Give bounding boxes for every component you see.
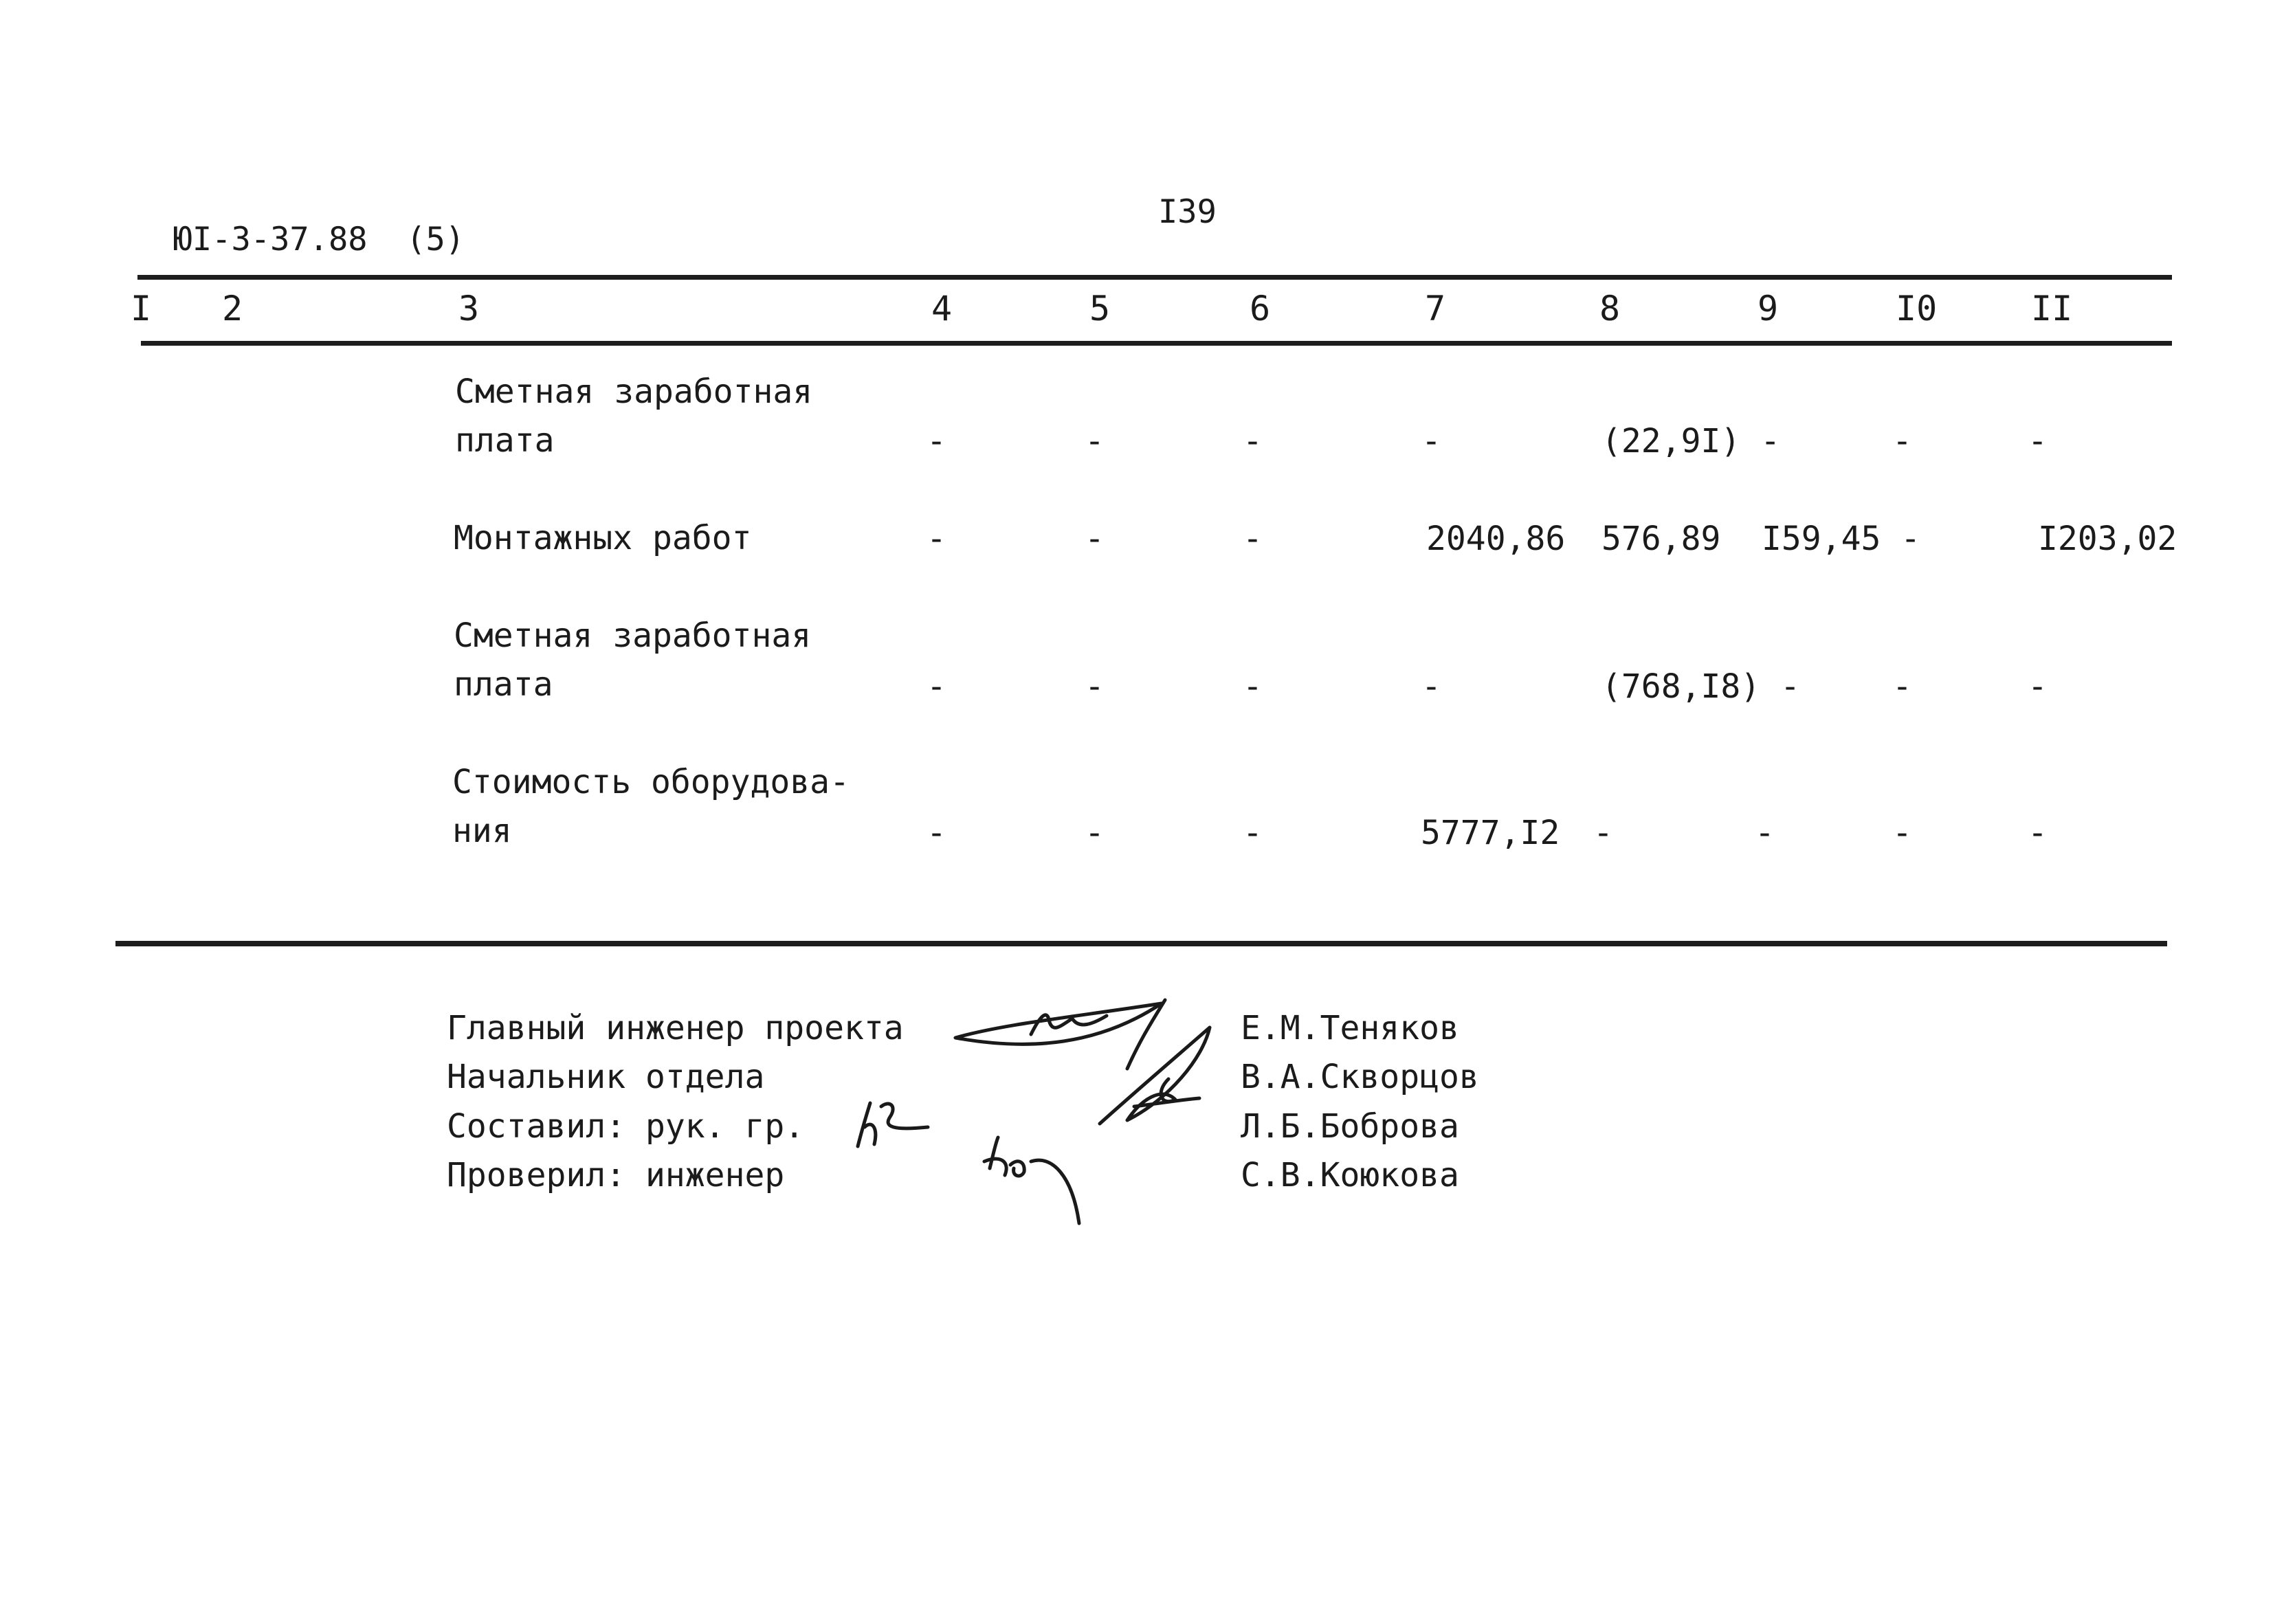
col-header-1: I: [131, 289, 152, 329]
doc-code-part: (5): [406, 221, 465, 258]
row-4-col-10: -: [1892, 814, 1912, 852]
page-number: I39: [1158, 193, 1217, 231]
row-3-col-4: -: [927, 667, 946, 706]
row-4-col-9: -: [1755, 814, 1775, 852]
signature-compiler: [858, 1103, 928, 1146]
row-4-col-8: -: [1593, 814, 1613, 852]
row-2-label: Монтажных работ: [454, 519, 752, 557]
row-3-col-6: -: [1243, 667, 1263, 706]
header-bottom-rule: [141, 341, 2172, 346]
col-header-5: 5: [1089, 289, 1111, 329]
row-1-col-11: -: [2028, 422, 2048, 460]
row-3-label: Сметная заработная плата: [454, 616, 812, 704]
signer-4-title: Проверил: инженер: [447, 1156, 785, 1194]
row-3-col-8-9: (768,I8) -: [1601, 667, 1800, 706]
table-bottom-rule: [115, 941, 2167, 946]
row-2-col-11: I203,02: [2038, 520, 2177, 558]
signer-2-name: В.А.Скворцов: [1241, 1058, 1479, 1096]
row-4-col-6: -: [1243, 814, 1263, 852]
col-header-10: I0: [1896, 289, 1938, 329]
row-4-col-11: -: [2028, 814, 2048, 852]
col-header-11: II: [2031, 289, 2073, 329]
row-1-col-8-9: (22,9I) -: [1601, 422, 1781, 460]
signature-department-head: [1100, 1027, 1210, 1124]
row-1-col-7: -: [1421, 422, 1441, 460]
row-4-label: Стоимость оборудова- ния: [452, 763, 850, 850]
row-1-col-6: -: [1243, 422, 1263, 460]
row-2-col-7: 2040,86: [1426, 520, 1566, 558]
col-header-7: 7: [1425, 289, 1446, 329]
row-1-col-5: -: [1085, 422, 1105, 460]
signer-3-title: Составил: рук. гр.: [447, 1107, 805, 1146]
signer-1-title: Главный инженер проекта: [447, 1009, 904, 1047]
row-2-col-6: -: [1243, 520, 1263, 558]
signer-1-name: Е.М.Теняков: [1241, 1009, 1459, 1047]
row-4-col-4: -: [927, 814, 946, 852]
col-header-6: 6: [1250, 289, 1271, 329]
signer-2-title: Начальник отдела: [447, 1058, 765, 1096]
doc-code-number: ЮI-3-37.88: [173, 221, 368, 258]
col-header-4: 4: [931, 289, 953, 329]
row-1-col-4: -: [927, 422, 946, 460]
col-header-9: 9: [1758, 289, 1779, 329]
col-header-2: 2: [222, 289, 243, 329]
row-2-col-5: -: [1085, 520, 1105, 558]
row-3-col-11: -: [2028, 667, 2048, 706]
signature-chief-engineer: [955, 1000, 1165, 1069]
row-3-col-10: -: [1892, 667, 1912, 706]
row-4-col-7: 5777,I2: [1421, 814, 1560, 852]
row-2-col-9-10: I59,45 -: [1762, 520, 1921, 558]
row-1-label: Сметная заработная плата: [455, 372, 813, 460]
row-2-col-8: 576,89: [1601, 520, 1721, 558]
signer-4-name: С.В.Коюкова: [1241, 1156, 1459, 1194]
row-4-col-5: -: [1085, 814, 1105, 852]
row-3-col-7: -: [1421, 667, 1441, 706]
document-code: [134, 191, 465, 256]
signer-3-name: Л.Б.Боброва: [1241, 1107, 1459, 1146]
row-3-col-5: -: [1085, 667, 1105, 706]
row-2-col-4: -: [927, 520, 946, 558]
col-header-3: 3: [458, 289, 480, 329]
row-1-col-10: -: [1892, 422, 1912, 460]
table-top-rule: [137, 275, 2172, 280]
col-header-8: 8: [1599, 289, 1621, 329]
signature-checker: [984, 1137, 1079, 1223]
